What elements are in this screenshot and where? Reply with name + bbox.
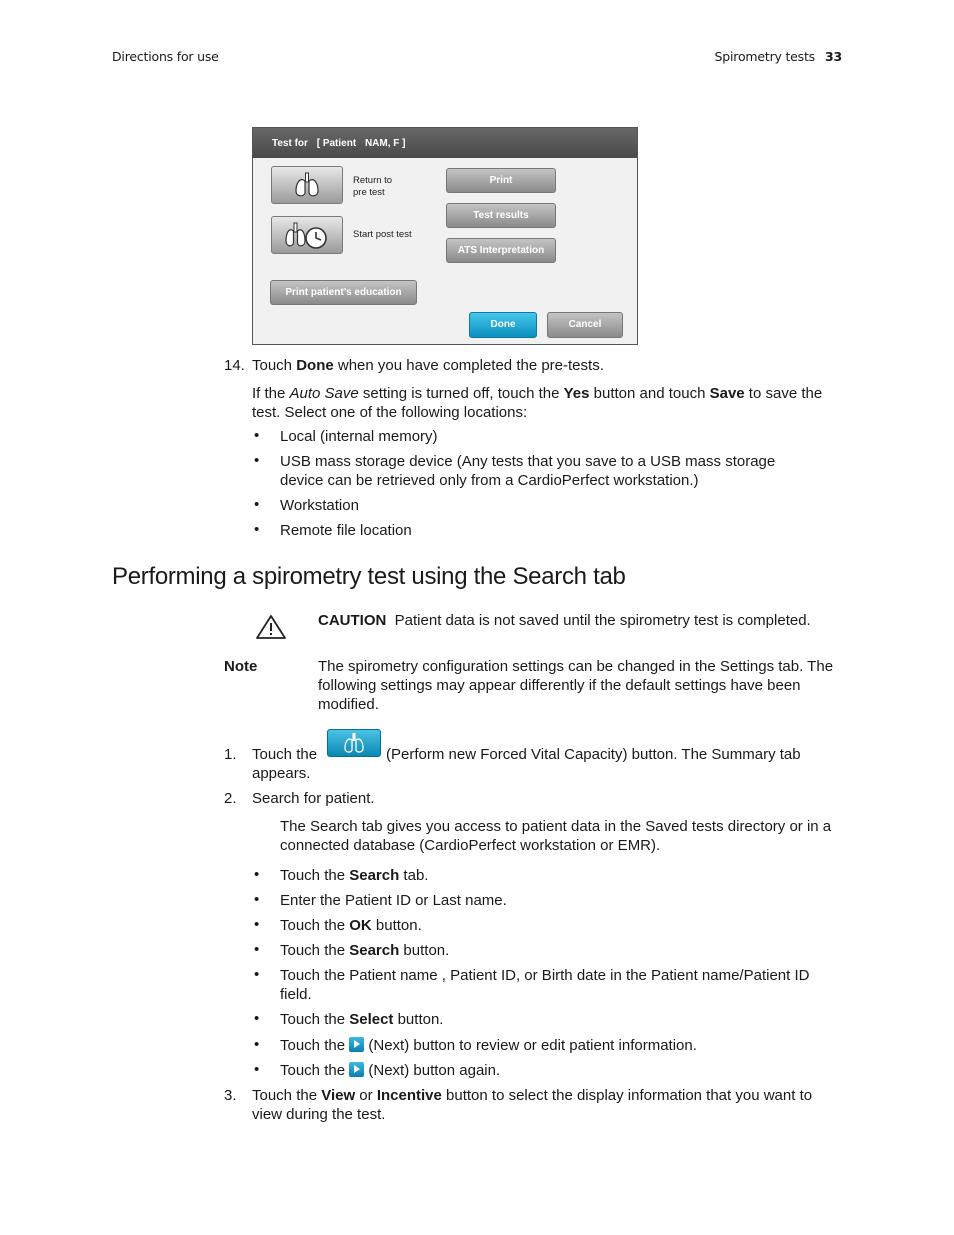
bullet-dot: • (254, 427, 260, 444)
done-button[interactable]: Done (469, 312, 537, 338)
search-step-bold: Select (349, 1011, 394, 1028)
device-screenshot (252, 127, 638, 345)
autosave-italic: Auto Save (289, 385, 359, 402)
bullet-dot: • (254, 1061, 260, 1078)
bullet-dot: • (254, 941, 260, 958)
search-step: Touch the Patient name , Patient ID, or Birth date in the Patient name/Patient ID field. (280, 967, 810, 1003)
device-title-name: NAM, F ] (364, 138, 406, 149)
location-item: Local (internal memory) (280, 428, 438, 445)
step-1-number: 1. (224, 746, 237, 763)
autosave-paragraph (252, 384, 842, 422)
return-to-pretest-label (353, 175, 392, 199)
step-14-post: when you have completed the pre-tests. (333, 357, 604, 374)
step-3-view: View (321, 1087, 356, 1104)
search-step-post: button. (399, 942, 450, 959)
step-1-text: (Perform new Forced Vital Capacity) button. The Summary tab appears. (252, 746, 801, 782)
step-2-number: 2. (224, 790, 237, 807)
search-step-bold: Search (349, 942, 400, 959)
step-3-pre: Touch the (252, 1087, 322, 1104)
autosave-p1: If the (252, 385, 290, 402)
running-header-title: Directions for use (112, 49, 219, 64)
print-button[interactable]: Print (446, 168, 556, 193)
autosave-save: Save (709, 385, 745, 402)
next-step-post: (Next) button again. (368, 1062, 501, 1079)
search-step-pre: Touch the (280, 1011, 350, 1028)
next-arrow-icon (349, 1037, 364, 1052)
search-step-post: tab. (399, 867, 429, 884)
cancel-button[interactable]: Cancel (547, 312, 623, 338)
section-heading: Performing a spirometry test using the Search tab (112, 563, 626, 590)
page-number: 33 (825, 49, 842, 64)
step-3-mid: or (355, 1087, 377, 1104)
step-14-pre: Touch (252, 357, 297, 374)
search-step-pre: Touch the (280, 917, 350, 934)
bullet-dot: • (254, 496, 260, 513)
lungs-clock-icon (285, 220, 329, 250)
caution-text: Patient data is not saved until the spirometry test is completed. (394, 612, 811, 629)
bullet-dot: • (254, 521, 260, 538)
next-step-post: (Next) button to review or edit patient information. (368, 1037, 697, 1054)
next-arrow-icon (349, 1062, 364, 1077)
print-education-button[interactable]: Print patient’s education (270, 280, 417, 305)
device-title-prefix: Test for (272, 138, 308, 149)
step-3-number: 3. (224, 1087, 237, 1104)
step-14-text (252, 356, 604, 375)
bullet-dot: • (254, 452, 260, 469)
start-post-test-label: Start post test (353, 229, 412, 240)
search-step-bold: Search (349, 867, 400, 884)
search-step-post: button. (371, 917, 422, 934)
device-title-patient: [ Patient (316, 138, 357, 149)
search-step (280, 941, 449, 960)
location-item: USB mass storage device (Any tests that you save to a USB mass storage device can be retrieved only from a CardioPerfect workstation.) (280, 453, 776, 489)
step-2-description: The Search tab gives you access to patient data in the Saved tests directory or in a connected database (CardioPerfect workstation or EMR). (280, 818, 832, 854)
bullet-dot: • (254, 916, 260, 933)
ats-interpretation-button[interactable]: ATS Interpretation (446, 238, 556, 263)
bullet-dot: • (254, 966, 260, 983)
search-step-post: button. (393, 1011, 444, 1028)
caution-icon (255, 614, 287, 640)
search-step-bold: OK (349, 917, 372, 934)
note-label (224, 657, 257, 676)
caution-label: CAUTION (318, 612, 387, 629)
location-item: Remote file location (280, 522, 412, 539)
autosave-p3: button and touch (589, 385, 710, 402)
return-to-pretest-button[interactable] (271, 166, 343, 204)
search-step (280, 916, 422, 935)
running-header-section (715, 49, 842, 64)
bullet-dot: • (254, 866, 260, 883)
next-step (280, 1061, 500, 1080)
lungs-icon (294, 171, 320, 199)
header-section-name: Spirometry tests (714, 49, 815, 64)
step-1-pre: Touch the (252, 746, 318, 763)
step-3-text (252, 1086, 837, 1124)
start-post-test-button[interactable] (271, 216, 343, 254)
device-title-bar (253, 128, 637, 158)
search-step-pre: Touch the (280, 942, 350, 959)
autosave-p4: to save the test. Select one of the following locations: (252, 385, 823, 421)
caution-block (318, 611, 811, 630)
next-step-pre: Touch the (280, 1037, 346, 1054)
note-label-text: Note (224, 658, 258, 675)
step-3-post: button to select the display information that you want to view during the test. (252, 1087, 813, 1123)
next-step (280, 1036, 697, 1055)
autosave-p2: setting is turned off, touch the (358, 385, 564, 402)
note-text: The spirometry configuration settings can be changed in the Settings tab. The following settings may appear differently if the default settings have been modified. (318, 658, 834, 713)
search-step (280, 866, 428, 885)
bullet-dot: • (254, 891, 260, 908)
bullet-dot: • (254, 1010, 260, 1027)
step-3-incentive: Incentive (376, 1087, 442, 1104)
search-step (280, 1010, 443, 1029)
bullet-dot: • (254, 1036, 260, 1053)
step-14-done: Done (296, 357, 334, 374)
search-step-pre: Touch the (280, 867, 350, 884)
return-label-line2: pre test (353, 187, 385, 198)
search-step: Enter the Patient ID or Last name. (280, 892, 507, 909)
test-results-button[interactable]: Test results (446, 203, 556, 228)
step-14-number: 14. (224, 357, 245, 374)
step-2-text: Search for patient. (252, 790, 375, 807)
location-item: Workstation (280, 497, 359, 514)
autosave-yes: Yes (563, 385, 590, 402)
return-label-line1: Return to (353, 175, 393, 186)
next-step-pre: Touch the (280, 1062, 346, 1079)
